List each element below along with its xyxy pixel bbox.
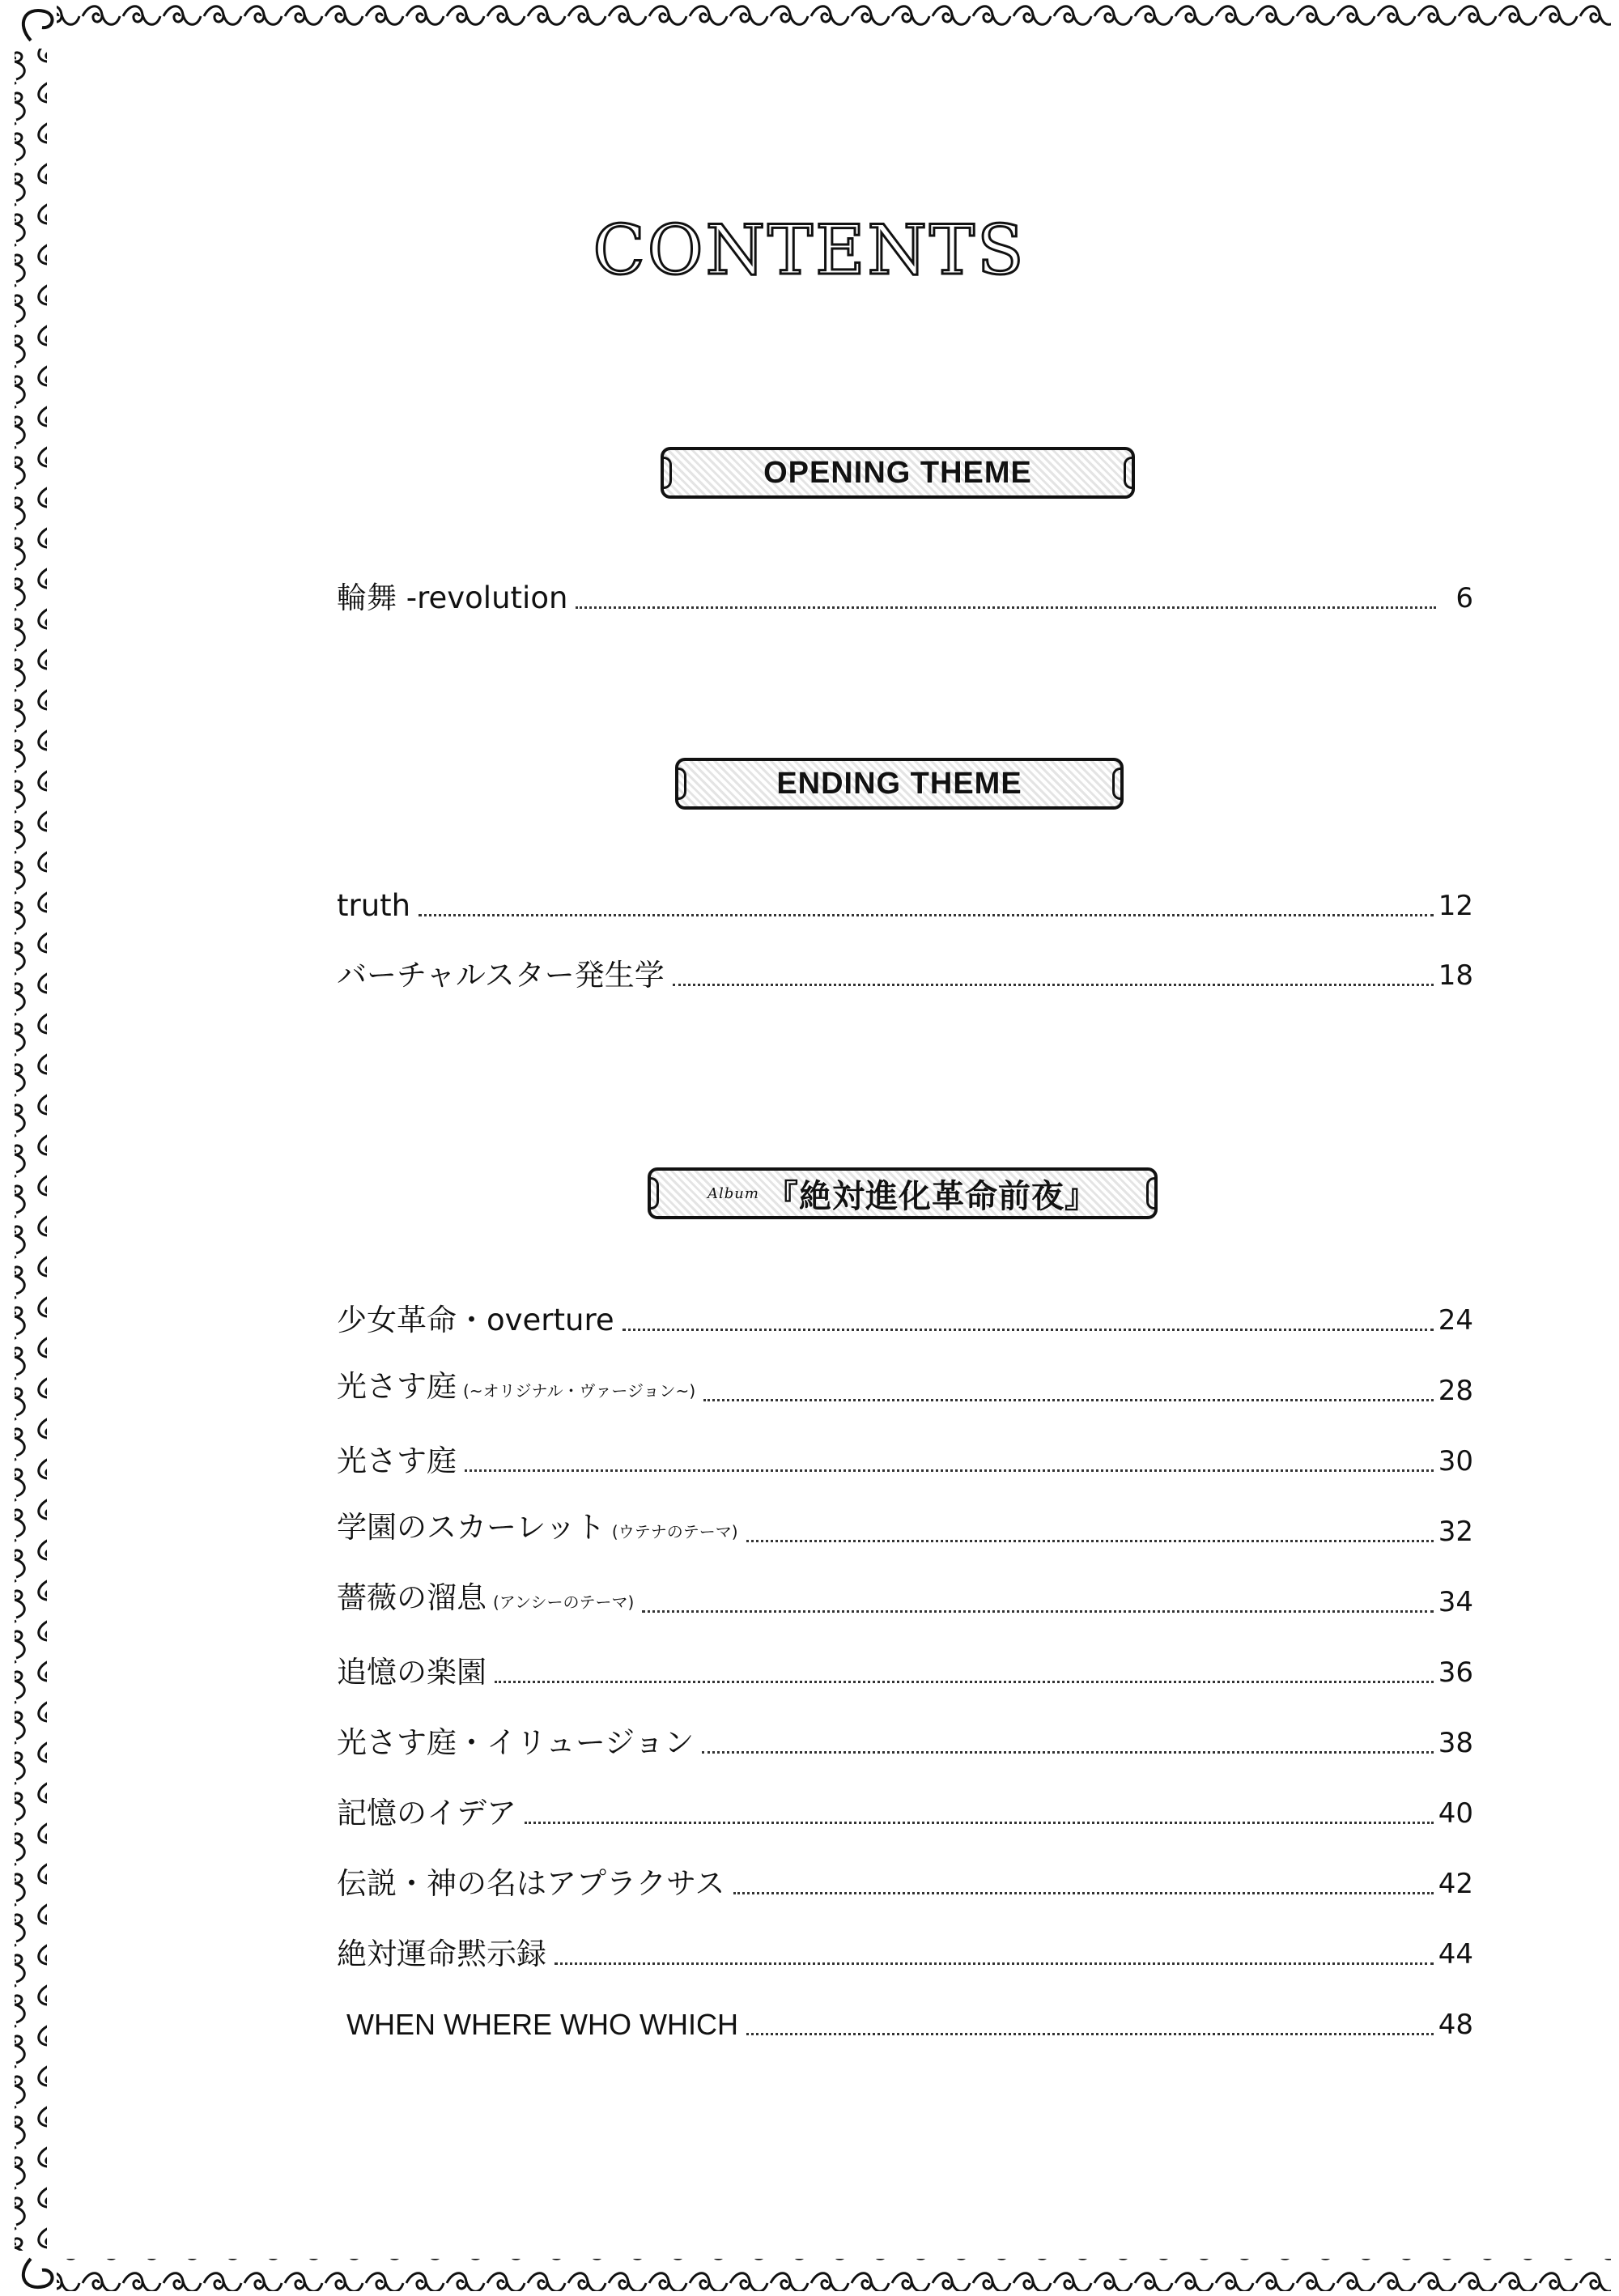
- ending-theme-label: ENDING THEME: [776, 766, 1022, 801]
- page-number: 32: [1438, 1516, 1473, 1548]
- toc-row[interactable]: [346, 2000, 1473, 2045]
- toc-row[interactable]: [337, 1859, 1473, 1904]
- song-title: 光さす庭・イリュージョン: [337, 1725, 695, 1760]
- album-title-label: 『絶対進化革命前夜』: [765, 1178, 1098, 1214]
- opening-theme-label: OPENING THEME: [763, 455, 1032, 490]
- page-number: 30: [1438, 1445, 1473, 1478]
- page-number: 12: [1438, 890, 1473, 922]
- album-small-label: Album: [708, 1184, 759, 1202]
- page-number: 40: [1438, 1797, 1473, 1830]
- page-number: 6: [1455, 582, 1473, 614]
- toc-row[interactable]: [337, 1577, 1473, 1622]
- leader-dots: [703, 1399, 1434, 1401]
- song-title: 少女革命・overture: [337, 1303, 614, 1337]
- page-number: 42: [1438, 1868, 1473, 1900]
- song-subtitle: (アンシーのテーマ): [493, 1592, 635, 1612]
- page-number: 18: [1438, 959, 1473, 992]
- leader-dots: [642, 1610, 1433, 1613]
- song-subtitle: (~オリジナル・ヴァージョン~): [463, 1381, 696, 1401]
- toc-row[interactable]: [337, 1788, 1473, 1834]
- song-title-main: 学園のスカーレット: [337, 1510, 606, 1545]
- song-title: 記憶のイデア: [337, 1796, 516, 1830]
- leader-dots: [576, 606, 1436, 609]
- page-number: 28: [1438, 1375, 1473, 1407]
- page-number: 36: [1438, 1656, 1473, 1689]
- ending-theme-heading: [675, 758, 1124, 810]
- leader-dots: [525, 1822, 1434, 1824]
- page-number: 44: [1438, 1938, 1473, 1971]
- leader-dots: [673, 984, 1434, 986]
- album-heading: [648, 1167, 1158, 1219]
- page-number: 34: [1438, 1586, 1473, 1618]
- leader-dots: [555, 1962, 1434, 1965]
- song-title: 光さす庭: [337, 1444, 457, 1478]
- song-title: truth: [337, 888, 411, 923]
- leader-dots: [733, 1892, 1434, 1894]
- song-subtitle: (ウテナのテーマ): [611, 1522, 738, 1541]
- song-title: [337, 1578, 634, 1622]
- page-number: 38: [1438, 1727, 1473, 1759]
- toc-row[interactable]: [337, 1507, 1473, 1552]
- page-number: 48: [1438, 2009, 1473, 2041]
- toc-row[interactable]: [337, 1929, 1473, 1975]
- toc-row[interactable]: [337, 950, 1473, 996]
- toc-row[interactable]: [337, 1436, 1473, 1482]
- toc-row[interactable]: [337, 1718, 1473, 1763]
- song-title: バーチャルスター発生学: [337, 958, 665, 993]
- song-title: [337, 1507, 738, 1552]
- song-title-main: 薔薇の溜息: [337, 1580, 487, 1615]
- leader-dots: [623, 1329, 1434, 1331]
- leader-dots: [495, 1681, 1434, 1683]
- song-title-main: 光さす庭: [337, 1369, 457, 1404]
- song-title: 伝説・神の名はアプラクサス: [337, 1866, 725, 1901]
- toc-row[interactable]: [337, 573, 1473, 619]
- song-title: 絶対運命黙示録: [337, 1937, 546, 1971]
- toc-row[interactable]: [337, 1295, 1473, 1341]
- leader-dots: [746, 2033, 1434, 2035]
- song-title: [337, 1367, 695, 1411]
- toc-row[interactable]: [337, 1648, 1473, 1693]
- page-number: 24: [1438, 1304, 1473, 1337]
- song-title: WHEN WHERE WHO WHICH: [346, 2008, 738, 2041]
- song-title: 追憶の楽園: [337, 1655, 487, 1690]
- page-title: CONTENTS: [593, 210, 1026, 290]
- leader-dots: [746, 1540, 1434, 1542]
- toc-row[interactable]: [337, 881, 1473, 926]
- leader-dots: [419, 914, 1434, 916]
- opening-theme-heading: [661, 447, 1135, 499]
- leader-dots: [465, 1469, 1434, 1472]
- song-title: 輪舞 -revolution: [337, 580, 568, 615]
- toc-row[interactable]: [337, 1366, 1473, 1411]
- leader-dots: [702, 1751, 1433, 1754]
